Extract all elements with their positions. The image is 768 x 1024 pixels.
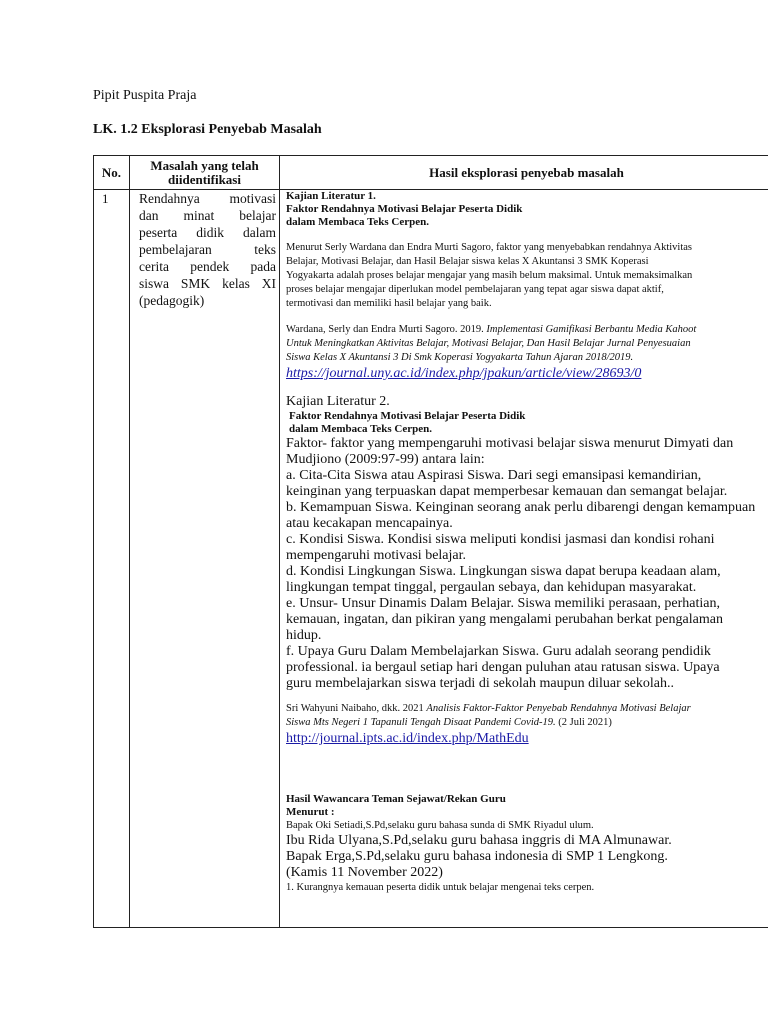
lit2-heading: Kajian Literatur 2. (286, 394, 390, 409)
lit1-subtitle-1: Faktor Rendahnya Motivasi Belajar Peserta Didik (286, 203, 523, 215)
lit1-link[interactable]: https://journal.uny.ac.id/index.php/jpakun/article/view/28693/0 (286, 366, 642, 381)
lit2-ref-title: Analisis Faktor-Faktor Penyebab Rendahnya Motivasi Belajar (426, 703, 691, 714)
lit2-line: Mudjiono (2009:97-99) antara lain: (286, 452, 485, 467)
exploration-table (93, 155, 768, 928)
lit2-line: mempengaruhi motivasi belajar. (286, 548, 467, 563)
problem-line: dan minat belajar (139, 208, 276, 223)
lit1-reference-line: Untuk Meningkatkan Aktivitas Belajar, Motivasi Belajar, Dan Hasil Belajar Jurnal Penyesuaian (286, 338, 691, 349)
header-problem-line1: Masalah yang telah (150, 157, 259, 173)
lit2-line: Faktor- faktor yang mempengaruhi motivasi belajar siswa menurut Dimyati dan (286, 436, 734, 451)
lit2-line: atau kecakapan mencapainya. (286, 516, 453, 531)
lit2-line: c. Kondisi Siswa. Kondisi siswa meliputi kondisi jasmasi dan kondisi rohani (286, 532, 715, 547)
problem-line: (pedagogik) (139, 293, 205, 308)
lit1-ref-authors: Wardana, Serly dan Endra Murti Sagoro. 2019. (286, 324, 487, 335)
problem-line: siswa SMK kelas XI (139, 276, 276, 291)
interview-menurut: Menurut : (286, 806, 335, 818)
interview-date: (Kamis 11 November 2022) (286, 865, 443, 880)
lit2-line: d. Kondisi Lingkungan Siswa. Lingkungan siswa dapat berupa keadaan alam, (286, 564, 721, 579)
problem-line: pembelajaran teks (139, 242, 276, 257)
lit2-line: guru membelajarkan siswa terjadi di sekolah maupun diluar sekolah.. (286, 676, 675, 691)
row-number: 1 (102, 191, 109, 206)
column-divider (279, 156, 280, 927)
lit2-subtitle-2: dalam Membaca Teks Cerpen. (289, 423, 432, 435)
lit2-ref-date: (2 Juli 2021) (555, 717, 612, 728)
lit2-link[interactable]: http://journal.ipts.ac.id/index.php/MathEdu (286, 731, 529, 746)
interview-person-2: Ibu Rida Ulyana,S.Pd,selaku guru bahasa inggris di MA Almunawar. (286, 833, 672, 848)
lit2-line: b. Kemampuan Siswa. Keinginan seorang anak perlu dibarengi dengan kemampuan (286, 500, 756, 515)
lit2-ref-authors: Sri Wahyuni Naibaho, dkk. 2021 (286, 703, 427, 714)
problem-line: peserta didik dalam (139, 225, 276, 240)
lit2-line: hidup. (286, 628, 322, 643)
lit2-line: a. Cita-Cita Siswa atau Aspirasi Siswa. Dari segi emansipasi kemandirian, (286, 468, 702, 483)
lit1-paragraph-line: Menurut Serly Wardana dan Endra Murti Sagoro, faktor yang menyebabkan rendahnya Aktivitas (286, 242, 693, 253)
lit2-line: keinginan yang terpuaskan dapat memperbesar kemauan dan semangat belajar. (286, 484, 728, 499)
interview-person-1: Bapak Oki Setiadi,S.Pd,selaku guru bahasa sunda di SMK Riyadul ulum. (286, 820, 594, 831)
lit2-line: lingkungan tempat tinggal, pergaulan sebaya, dan kehidupan masyarakat. (286, 580, 697, 595)
interview-person-3: Bapak Erga,S.Pd,selaku guru bahasa indonesia di SMP 1 Lengkong. (286, 849, 668, 864)
lit2-line: professional. ia bergaul setiap hari dengan puluhan atau ratusan siswa. Upaya (286, 660, 720, 675)
lit1-paragraph-line: proses belajar mengajar diperlukan model pembelajaran yang tepat agar siswa dapat aktif, (286, 284, 664, 295)
lit1-ref-title: Implementasi Gamifikasi Berbantu Media Kahoot (486, 324, 697, 335)
problem-line: Rendahnya motivasi (139, 191, 276, 206)
lit1-subtitle-2: dalam Membaca Teks Cerpen. (286, 216, 429, 228)
lit2-line: f. Upaya Guru Dalam Membelajarkan Siswa. Guru adalah seorang pendidik (286, 644, 711, 659)
lit2-reference-line (286, 716, 768, 730)
header-result: Hasil eksplorasi penyebab masalah (429, 164, 624, 180)
header-problem (130, 156, 279, 189)
document-title: LK. 1.2 Eksplorasi Penyebab Masalah (93, 122, 322, 137)
column-divider (129, 156, 130, 927)
lit1-heading: Kajian Literatur 1. (286, 190, 376, 202)
result-cell (286, 190, 768, 927)
lit1-paragraph-line: termotivasi dan memiliki hasil belajar yang baik. (286, 298, 492, 309)
interview-heading: Hasil Wawancara Teman Sejawat/Rekan Guru (286, 793, 506, 805)
problem-line: cerita pendek pada (139, 259, 276, 274)
interview-point-1: 1. Kurangnya kemauan peserta didik untuk belajar mengenai teks cerpen. (286, 882, 595, 893)
author-name: Pipit Puspita Praja (93, 88, 197, 103)
problem-cell (139, 190, 276, 309)
lit2-ref-title-cont: Siswa Mts Negeri 1 Tapanuli Tengah Disaat Pandemi Covid-19. (286, 717, 556, 728)
lit1-paragraph-line: Belajar, Motivasi Belajar, dan Hasil Belajar siswa kelas X Akuntansi 3 SMK Koperasi (286, 256, 649, 267)
lit2-line: kemauan, ingatan, dan pikiran yang mengalami perubahan berkat pengalaman (286, 612, 723, 627)
lit1-reference-line: Siswa Kelas X Akuntansi 3 Di Smk Koperasi Yogyakarta Tahun Ajaran 2018/2019. (286, 352, 634, 363)
lit1-paragraph-line: Yogyakarta adalah proses belajar mengajar yang masih belum maksimal. Untuk memaksimalkan (286, 270, 693, 281)
lit1-reference-line (286, 323, 768, 337)
lit2-line: e. Unsur- Unsur Dinamis Dalam Belajar. Siswa memiliki perasaan, perhatian, (286, 596, 720, 611)
header-no: No. (101, 164, 122, 180)
lit2-subtitle-1: Faktor Rendahnya Motivasi Belajar Peserta Didik (289, 410, 526, 422)
header-problem-line2: diidentifikasi (168, 171, 241, 187)
lit2-reference-line (286, 702, 768, 716)
